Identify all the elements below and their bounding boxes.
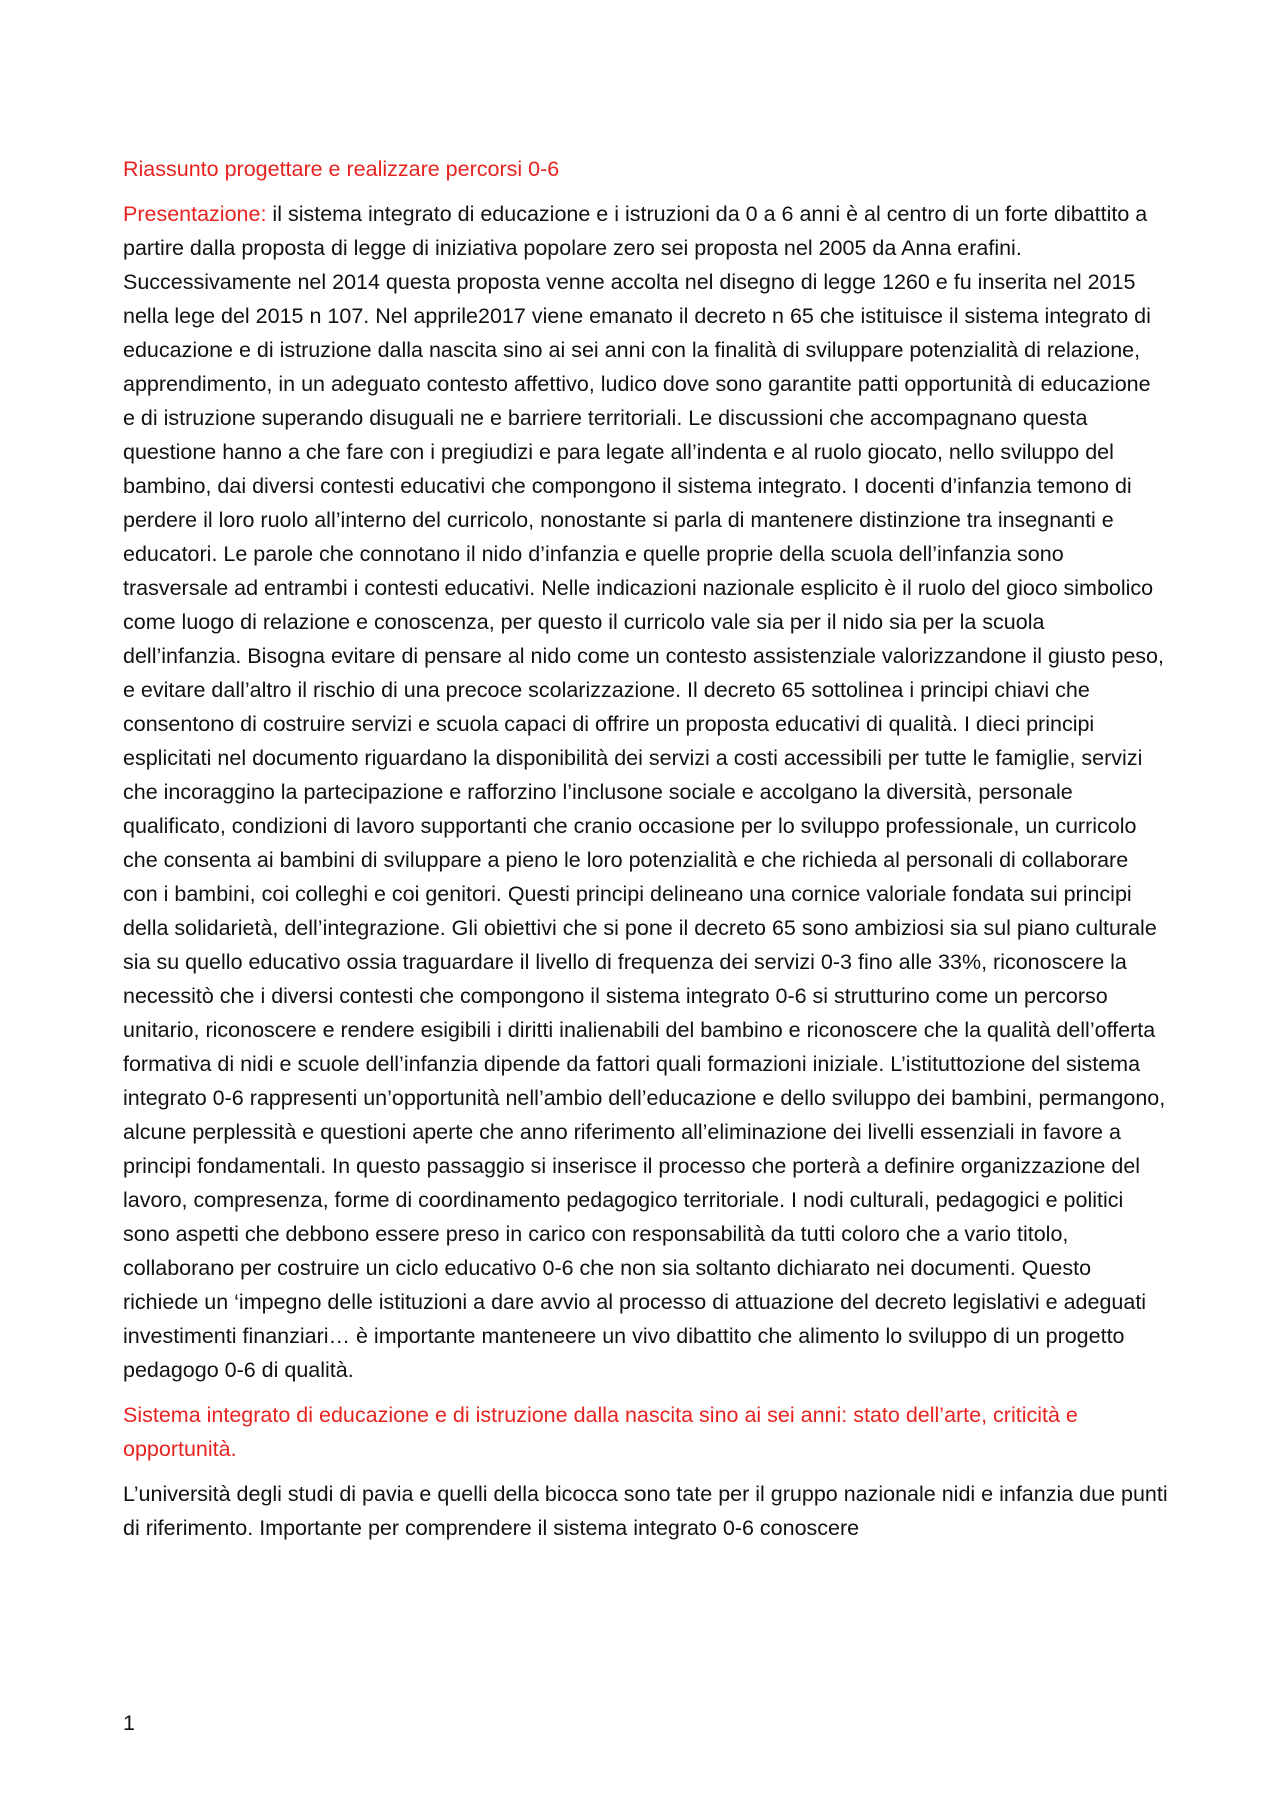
section-heading: Sistema integrato di educazione e di istruzione dalla nascita sino ai sei anni: stato dell’arte, criticità e opportunità.: [123, 1403, 1078, 1461]
section-paragraph: L’università degli studi di pavia e quelli della bicocca sono tate per il gruppo nazionale nidi e infanzia due punti di riferimento. Importante per comprendere il sistema integrato 0-6 conoscere: [123, 1482, 1168, 1540]
presentation-paragraph: [123, 197, 1168, 1387]
presentation-text: il sistema integrato di educazione e i istruzioni da 0 a 6 anni è al centro di un forte dibattito a partire dalla proposta di legge di iniziativa popolare zero sei proposta nel 2005 da Anna erafini. Successivamente nel 2014 questa proposta venne accolta nel disegno di legge 1260 e fu inserita nel 2015 nella lege del 2015 n 107. Nel apprile2017 viene emanato il decreto n 65 che istituisce il sistema integrato di educazione e di istruzione dalla nascita sino ai sei anni con la finalità di sviluppare potenzialità di relazione, apprendimento, in un adeguato contesto affettivo, ludico dove sono garantite patti opportunità di educazione e di istruzione superando disuguali ne e barriere territoriali. Le discussioni che accompagnano questa questione hanno a che fare con i pregiudizi e para legate all’indenta e al ruolo giocato, nello sviluppo del bambino, dai diversi contesti educativi che compongono il sistema integrato. I docenti d’infanzia temono di perdere il loro ruolo all’interno del curricolo, nonostante si parla di mantenere distinzione tra insegnanti e educatori. Le parole che connotano il nido d’infanzia e quelle proprie della scuola dell’infanzia sono trasversale ad entrambi i contesti educativi. Nelle indicazioni nazionale esplicito è il ruolo del gioco simbolico come luogo di relazione e conoscenza, per questo il curricolo vale sia per il nido sia per la scuola dell’infanzia. Bisogna evitare di pensare al nido come un contesto assistenziale valorizzandone il giusto peso, e evitare dall’altro il rischio di una precoce scolarizzazione. Il decreto 65 sottolinea i principi chiavi che consentono di costruire servizi e scuola capaci di offrire un proposta educativi di qualità. I dieci principi esplicitati nel documento riguardano la disponibilità dei servizi a costi accessibili per tutte le famiglie, servizi che incoraggino la partecipazione e rafforzino l’inclusone sociale e accolgano la diversità, personale qualificato, condizioni di lavoro supportanti che cranio occasione per lo sviluppo professionale, un curricolo che consenta ai bambini di sviluppare a pieno le loro potenzialità e che richieda al personali di collaborare con i bambini, coi colleghi e coi genitori. Questi principi delineano una cornice valoriale fondata sui principi della solidarietà, dell’integrazione. Gli obiettivi che si pone il decreto 65 sono ambiziosi sia sul piano culturale sia su quello educativo ossia traguardare il livello di frequenza dei servizi 0-3 fino alle 33%, riconoscere la necessitò che i diversi contesti che compongono il sistema integrato 0-6 si strutturino come un percorso unitario, riconoscere e rendere esigibili i diritti inalienabili del bambino e riconoscere che la qualità dell’offerta formativa di nidi e scuole dell’infanzia dipende da fattori quali formazioni iniziale. L’istituttozione del sistema integrato 0-6 rappresenti un’opportunità nell’ambio dell’educazione e dello sviluppo dei bambini, permangono, alcune perplessità e questioni aperte che anno riferimento all’eliminazione dei livelli essenziali in favore a principi fondamentali. In questo passaggio si inserisce il processo che porterà a definire organizzazione del lavoro, compresenza, forme di coordinamento pedagogico territoriale. I nodi culturali, pedagogici e politici sono aspetti che debbono essere preso in carico con responsabilità da tutti coloro che a vario titolo, collaborano per costruire un ciclo educativo 0-6 che non sia soltanto dichiarato nei documenti. Questo richiede un ‘impegno delle istituzioni a dare avvio al processo di attuazione del decreto legislativi e adeguati investimenti finanziari… è importante manteneere un vivo dibattito che alimento lo sviluppo di un progetto pedagogo 0-6 di qualità.: [123, 202, 1166, 1382]
page-number: 1: [123, 1711, 135, 1735]
presentation-label: Presentazione:: [123, 202, 267, 226]
document-title: Riassunto progettare e realizzare percorsi 0-6: [123, 157, 560, 181]
page-content: [123, 152, 1168, 1556]
